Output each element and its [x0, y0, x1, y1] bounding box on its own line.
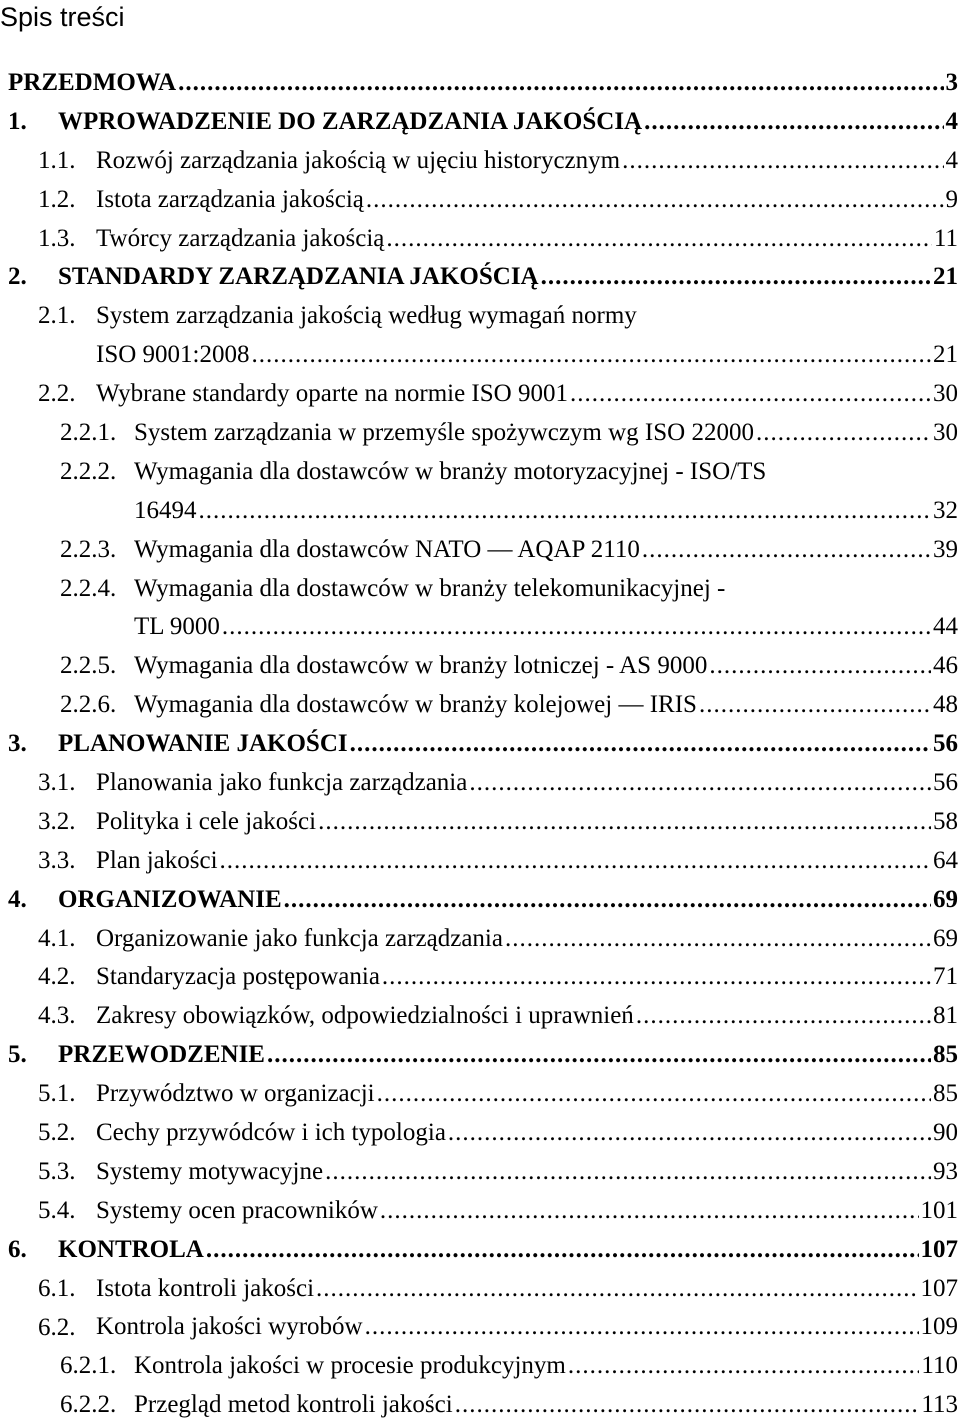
toc-entry-page-number: 30	[931, 375, 958, 414]
toc-entry-title: Wymagania dla dostawców NATO — AQAP 2110	[134, 531, 642, 570]
toc-dot-leader	[636, 997, 931, 1036]
toc-entry-title: Twórcy zarządzania jakością	[96, 220, 386, 259]
toc-entry-title: TL 9000	[134, 608, 222, 647]
toc-dot-leader	[386, 220, 932, 259]
toc-entry[interactable]	[0, 220, 958, 259]
toc-entry[interactable]	[0, 647, 958, 686]
toc-entry-title: Wymagania dla dostawców w branży lotniczej - AS 9000	[134, 647, 709, 686]
toc-dot-leader	[325, 1153, 931, 1192]
toc-entry-number: 3.3.	[38, 846, 76, 874]
toc-entry[interactable]	[0, 181, 958, 220]
toc-dot-leader	[644, 103, 943, 142]
toc-entry-title: Wymagania dla dostawców w branży kolejowej — IRIS	[134, 686, 699, 725]
toc-entry-number: 1.3.	[38, 224, 76, 252]
toc-dot-leader	[199, 492, 932, 531]
toc-dot-leader	[350, 725, 931, 764]
toc-dot-leader	[570, 375, 931, 414]
toc-entry-title: Zakresy obowiązków, odpowiedzialności i uprawnień	[96, 997, 636, 1036]
toc-entry-title: Planowania jako funkcja zarządzania	[96, 764, 469, 803]
toc-entry-page-number: 69	[931, 920, 958, 959]
toc-entry-title: Istota zarządzania jakością	[96, 181, 366, 220]
toc-entry-title: PRZEWODZENIE	[58, 1036, 267, 1075]
toc-entry-number: 1.2.	[38, 185, 76, 213]
toc-dot-leader	[756, 414, 931, 453]
toc-entry[interactable]	[0, 297, 958, 336]
toc-entry-title: ISO 9001:2008	[96, 336, 251, 375]
toc-entry-page-number: 81	[931, 997, 958, 1036]
toc-entry-title: Wybrane standardy oparte na normie ISO 9001	[96, 375, 570, 414]
toc-entry[interactable]	[0, 1075, 958, 1114]
toc-entry-page-number: 4	[944, 142, 959, 181]
toc-entry[interactable]	[0, 1270, 958, 1309]
toc-entry-title: System zarządzania jakością według wymagań normy	[96, 302, 637, 330]
toc-entry-title: Istota kontroli jakości	[96, 1270, 316, 1309]
toc-entry-page-number: 110	[919, 1347, 958, 1386]
toc-entry[interactable]	[0, 1114, 958, 1153]
toc-dot-leader	[448, 1114, 931, 1153]
toc-entry-number: 6.2.2.	[60, 1391, 117, 1419]
toc-entry-number: 4.3.	[38, 1002, 76, 1030]
toc-entry[interactable]	[0, 764, 958, 803]
toc-entry-page-number: 58	[931, 803, 958, 842]
toc-entry[interactable]	[0, 881, 958, 920]
toc-entry-title: Systemy ocen pracowników	[96, 1192, 380, 1231]
toc-entry[interactable]	[0, 531, 958, 570]
toc-entry-number: 6.2.	[38, 1313, 76, 1341]
toc-entry-title: PRZEDMOWA	[8, 64, 178, 103]
toc-dot-leader	[469, 764, 931, 803]
toc-entry-page-number: 71	[931, 958, 958, 997]
toc-entry-page-number: 21	[931, 336, 958, 375]
toc-dot-leader	[284, 881, 931, 920]
toc-entry-page-number: 90	[931, 1114, 958, 1153]
toc-entry-number: 3.	[8, 730, 27, 758]
table-of-contents	[0, 64, 958, 1425]
toc-entry-page-number: 4	[944, 103, 959, 142]
toc-entry[interactable]	[0, 258, 958, 297]
toc-entry-page-number: 93	[931, 1153, 958, 1192]
toc-entry-number: 5.4.	[38, 1196, 76, 1224]
toc-entry-page-number: 39	[931, 531, 958, 570]
toc-entry-number: 4.	[8, 885, 27, 913]
toc-entry[interactable]	[0, 1231, 958, 1270]
toc-dot-leader	[178, 64, 943, 103]
toc-entry[interactable]	[0, 1192, 958, 1231]
toc-entry-page-number: 85	[931, 1036, 958, 1075]
toc-entry-number: 4.1.	[38, 924, 76, 952]
toc-entry[interactable]	[0, 375, 958, 414]
toc-entry-number: 2.2.4.	[60, 574, 117, 602]
toc-dot-leader	[380, 1192, 919, 1231]
toc-entry[interactable]	[0, 920, 958, 959]
toc-entry-title: ORGANIZOWANIE	[58, 881, 284, 920]
page-heading: Spis treści	[0, 2, 125, 32]
toc-entry-title: WPROWADZENIE DO ZARZĄDZANIA JAKOŚCIĄ	[58, 103, 644, 142]
toc-entry-page-number: 3	[944, 64, 959, 103]
toc-entry-page-number: 56	[931, 725, 958, 764]
toc-entry-number: 2.1.	[38, 302, 76, 330]
toc-entry[interactable]	[0, 608, 958, 647]
toc-entry-number: 2.2.2.	[60, 457, 117, 485]
toc-entry-title: Standaryzacja postępowania	[96, 958, 382, 997]
toc-entry-title: Systemy motywacyjne	[96, 1153, 325, 1192]
toc-entry[interactable]	[0, 842, 958, 881]
toc-entry-title: System zarządzania w przemyśle spożywczym wg ISO 22000	[134, 414, 756, 453]
toc-entry-page-number: 85	[931, 1075, 958, 1114]
toc-entry[interactable]	[0, 1309, 958, 1348]
toc-entry[interactable]	[0, 1347, 958, 1386]
toc-dot-leader	[222, 608, 931, 647]
toc-entry[interactable]	[0, 1153, 958, 1192]
toc-entry[interactable]	[0, 103, 958, 142]
toc-entry-title: 16494	[134, 492, 199, 531]
toc-entry-page-number: 11	[932, 220, 958, 259]
toc-entry-page-number: 69	[931, 881, 958, 920]
toc-entry-title: Kontrola jakości wyrobów	[96, 1308, 365, 1347]
toc-entry-number: 6.1.	[38, 1274, 76, 1302]
toc-entry-number: 5.2.	[38, 1119, 76, 1147]
toc-entry-number: 6.	[8, 1235, 27, 1263]
toc-entry[interactable]	[0, 64, 958, 103]
toc-entry-page-number: 46	[931, 647, 958, 686]
toc-entry-number: 2.2.5.	[60, 652, 117, 680]
toc-entry[interactable]	[0, 336, 958, 375]
toc-entry[interactable]	[0, 686, 958, 725]
toc-entry[interactable]	[0, 725, 958, 764]
toc-dot-leader	[709, 647, 931, 686]
toc-entry[interactable]	[0, 570, 958, 609]
toc-entry-page-number: 44	[931, 608, 958, 647]
toc-dot-leader	[622, 142, 943, 181]
toc-entry-title: Rozwój zarządzania jakością w ujęciu historycznym	[96, 142, 622, 181]
toc-entry[interactable]	[0, 453, 958, 492]
toc-dot-leader	[206, 1231, 919, 1270]
toc-entry-page-number: 101	[919, 1192, 959, 1231]
toc-entry-page-number: 21	[931, 258, 958, 297]
toc-entry-number: 1.	[8, 107, 27, 135]
toc-dot-leader	[382, 958, 931, 997]
toc-dot-leader	[366, 181, 944, 220]
toc-entry-page-number: 9	[944, 181, 959, 220]
toc-entry-number: 5.	[8, 1041, 27, 1069]
toc-entry-title: Przegląd metod kontroli jakości	[134, 1386, 455, 1425]
toc-entry-title: PLANOWANIE JAKOŚCI	[58, 725, 350, 764]
toc-entry[interactable]	[0, 492, 958, 531]
toc-entry-number: 3.2.	[38, 807, 76, 835]
toc-entry-number: 2.2.6.	[60, 691, 117, 719]
toc-dot-leader	[455, 1386, 920, 1425]
toc-dot-leader	[541, 258, 931, 297]
toc-dot-leader	[316, 1270, 918, 1309]
toc-entry-page-number: 113	[919, 1386, 958, 1425]
toc-entry-title: Polityka i cele jakości	[96, 803, 318, 842]
toc-entry[interactable]	[0, 997, 958, 1036]
toc-entry-number: 5.3.	[38, 1157, 76, 1185]
toc-entry-title: Wymagania dla dostawców w branży motoryzacyjnej - ISO/TS	[134, 457, 767, 485]
toc-entry-page-number: 56	[931, 764, 958, 803]
toc-dot-leader	[365, 1308, 919, 1347]
toc-entry-page-number: 109	[919, 1308, 959, 1347]
toc-dot-leader	[377, 1075, 931, 1114]
toc-entry-title: STANDARDY ZARZĄDZANIA JAKOŚCIĄ	[58, 258, 541, 297]
toc-entry-title: Organizowanie jako funkcja zarządzania	[96, 920, 505, 959]
toc-dot-leader	[251, 336, 931, 375]
toc-dot-leader	[568, 1347, 920, 1386]
toc-dot-leader	[642, 531, 931, 570]
toc-entry-number: 2.	[8, 263, 27, 291]
toc-entry-number: 1.1.	[38, 146, 76, 174]
toc-dot-leader	[220, 842, 931, 881]
toc-entry-title: Kontrola jakości w procesie produkcyjnym	[134, 1347, 568, 1386]
toc-entry-number: 6.2.1.	[60, 1352, 117, 1380]
toc-dot-leader	[505, 920, 931, 959]
toc-dot-leader	[267, 1036, 931, 1075]
toc-entry-page-number: 107	[919, 1270, 959, 1309]
toc-entry-title: Przywództwo w organizacji	[96, 1075, 377, 1114]
toc-entry-title: Wymagania dla dostawców w branży telekomunikacyjnej -	[134, 574, 726, 602]
toc-entry-page-number: 64	[931, 842, 958, 881]
toc-entry-number: 2.2.	[38, 380, 76, 408]
toc-entry-page-number: 30	[931, 414, 958, 453]
toc-entry-number: 2.2.3.	[60, 535, 117, 563]
toc-dot-leader	[699, 686, 931, 725]
toc-entry-page-number: 48	[931, 686, 958, 725]
toc-entry-title: Cechy przywódców i ich typologia	[96, 1114, 448, 1153]
toc-entry[interactable]	[0, 414, 958, 453]
toc-entry[interactable]	[0, 958, 958, 997]
toc-entry-title: KONTROLA	[58, 1231, 206, 1270]
toc-entry[interactable]	[0, 1036, 958, 1075]
toc-entry-page-number: 107	[919, 1231, 959, 1270]
toc-entry[interactable]	[0, 803, 958, 842]
toc-dot-leader	[318, 803, 931, 842]
toc-entry-number: 3.1.	[38, 769, 76, 797]
toc-entry-number: 5.1.	[38, 1080, 76, 1108]
toc-entry-number: 2.2.1.	[60, 419, 117, 447]
toc-entry[interactable]	[0, 1386, 958, 1425]
toc-entry-title: Plan jakości	[96, 842, 220, 881]
toc-entry-page-number: 32	[931, 492, 958, 531]
toc-entry-number: 4.2.	[38, 963, 76, 991]
toc-entry[interactable]	[0, 142, 958, 181]
